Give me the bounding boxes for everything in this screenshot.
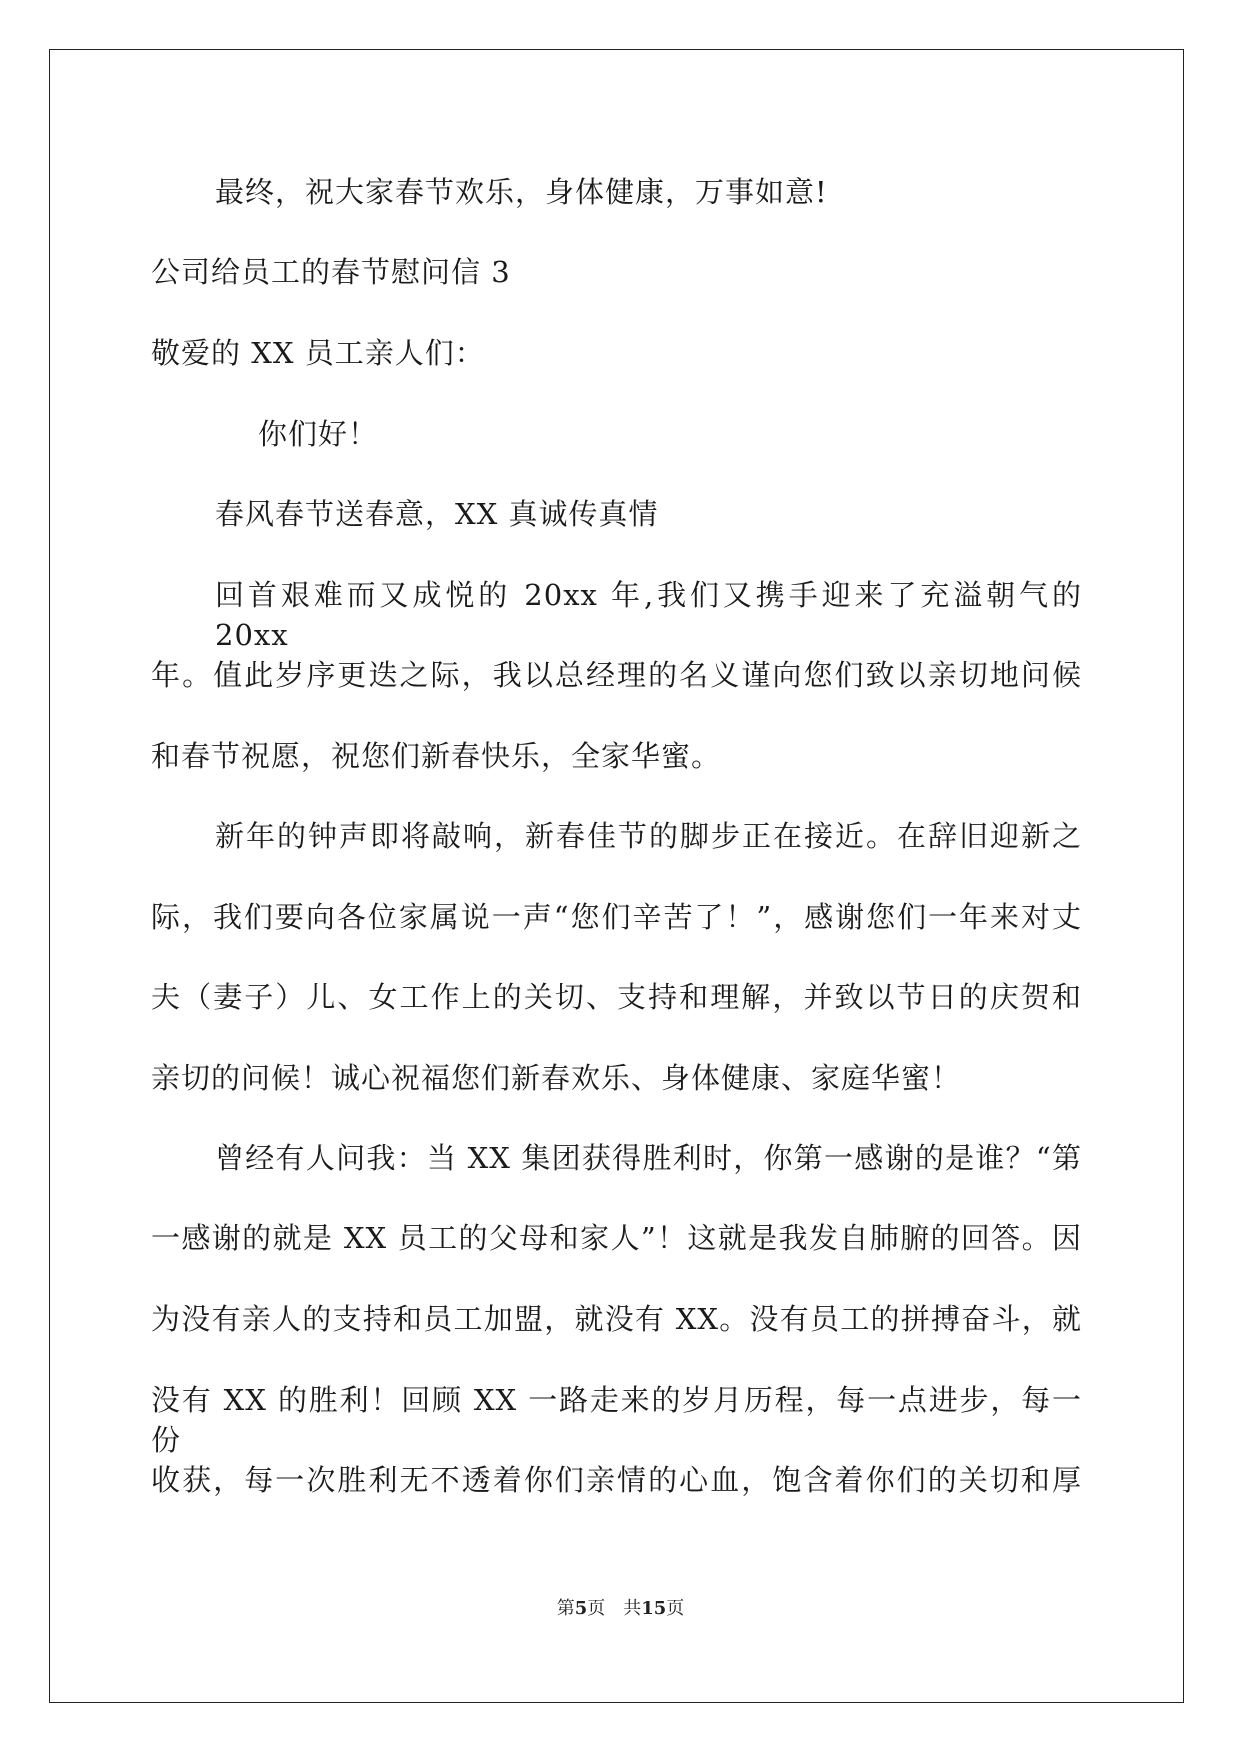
paragraph-line: 收获，每一次胜利无不透着你们亲情的心血，饱含着你们的关切和厚 [151, 1463, 1082, 1497]
paragraph-line: 际，我们要向各位家属说一声“您们辛苦了！”，感谢您们一年来对丈 [151, 900, 1082, 934]
paragraph-line: 春风春节送春意，XX 真诚传真情 [215, 497, 659, 531]
paragraph-line: 没有 XX 的胜利！回顾 XX 一路走来的岁月历程，每一点进步，每一份 [151, 1383, 1082, 1457]
footer-prefix: 第 [556, 1598, 575, 1619]
paragraph-line: 夫（妻子）儿、女工作上的关切、支持和理解，并致以节日的庆贺和 [151, 980, 1082, 1014]
section-heading: 公司给员工的春节慰问信 3 [151, 255, 511, 289]
salutation: 敬爱的 XX 员工亲人们： [151, 336, 485, 370]
paragraph-line: 为没有亲人的支持和员工加盟，就没有 XX。没有员工的拼搏奋斗，就 [151, 1302, 1082, 1336]
paragraph-line: 曾经有人问我：当 XX 集团获得胜利时，你第一感谢的是谁？“第 [215, 1141, 1082, 1175]
footer-mid: 页 共 [587, 1598, 642, 1619]
paragraph-line: 和春节祝愿，祝您们新春快乐，全家华蜜。 [151, 739, 722, 773]
total-page-number: 15 [641, 1598, 667, 1619]
paragraph-line: 新年的钟声即将敲响，新春佳节的脚步正在接近。在辞旧迎新之 [215, 819, 1082, 853]
paragraph-line: 一感谢的就是 XX 员工的父母和家人”！这就是我发自肺腑的回答。因 [151, 1221, 1082, 1255]
paragraph-line: 最终，祝大家春节欢乐，身体健康，万事如意! [215, 175, 828, 209]
paragraph-line: 回首艰难而又成悦的 20xx 年,我们又携手迎来了充溢朝气的 20xx [215, 578, 1082, 652]
footer-suffix: 页 [666, 1598, 685, 1619]
paragraph-line: 亲切的问候！诚心祝福您们新春欢乐、身体健康、家庭华蜜！ [151, 1061, 962, 1095]
paragraph-line: 年。值此岁序更迭之际，我以总经理的名义谨向您们致以亲切地问候 [151, 658, 1082, 692]
greeting: 你们好！ [258, 417, 379, 451]
page-footer [0, 1597, 1241, 1621]
current-page-number: 5 [574, 1598, 588, 1619]
